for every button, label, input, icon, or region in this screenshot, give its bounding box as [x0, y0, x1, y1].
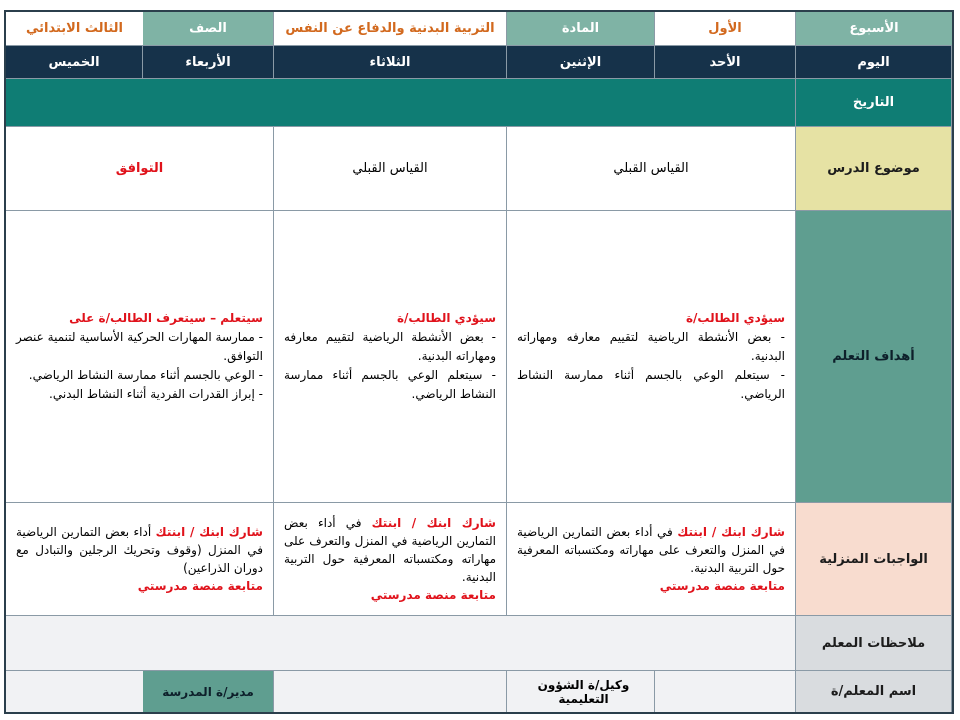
homework-sun-mon-follow: متابعة منصة مدرستي: [659, 579, 785, 593]
homework-thu: [6, 503, 274, 616]
principal-label: مدير/ة المدرسة: [143, 671, 274, 712]
topic-sun-mon: القياس القبلي: [507, 127, 796, 211]
homework-thu-text: أداء بعض التمارين الرياضية في المنزل (وقوف وتحريك الرجلين والتبادل مع دوران الذراعين): [16, 525, 263, 575]
principal-name-field[interactable]: [6, 671, 143, 712]
lesson-plan-table: [4, 10, 954, 714]
homework-thu-follow: متابعة منصة مدرستي: [137, 579, 263, 593]
day-wednesday: الأربعاء: [143, 46, 274, 79]
homework-sun-mon-lead: شارك ابنك / ابنتك: [677, 525, 785, 539]
topic-label: موضوع الدرس: [796, 127, 952, 211]
topic-tue-wed: القياس القبلي: [274, 127, 507, 211]
day-label: اليوم: [796, 46, 952, 79]
teacher-name-field[interactable]: [655, 671, 796, 712]
vice-label: وكيل/ة الشؤون التعليمية: [507, 671, 655, 712]
goals-sun-mon: [507, 211, 796, 503]
goals-thu-line1: - ممارسة المهارات الحركية الأساسية لتنمية عنصر التوافق.: [16, 330, 263, 363]
goals-thu-line2: - الوعي بالجسم أثناء ممارسة النشاط الرياضي.: [28, 368, 263, 382]
day-monday: الإثنين: [507, 46, 655, 79]
notes-area[interactable]: [6, 616, 796, 671]
subject-value: التربية البدنية والدفاع عن النفس: [274, 12, 507, 46]
day-sunday: الأحد: [655, 46, 796, 79]
goals-sun-mon-line1: - بعض الأنشطة الرياضية لتقييم معارفه ومهاراته البدنية.: [517, 330, 785, 363]
homework-tue-wed: [274, 503, 507, 616]
date-band: [6, 79, 796, 127]
topic-thu: التوافق: [6, 127, 274, 211]
homework-tue-wed-text: في أداء بعض التمارين الرياضية في المنزل والتعرف على مهاراته ومكتسباته المعرفية حول التربية البدنية.: [284, 516, 496, 584]
goals-thu-line3: - إبراز القدرات الفردية أثناء النشاط البدني.: [49, 387, 263, 401]
date-label: التاريخ: [796, 79, 952, 127]
goals-label: أهداف التعلم: [796, 211, 952, 503]
goals-sun-mon-line2: - سيتعلم الوعي بالجسم أثناء ممارسة النشاط الرياضي.: [517, 368, 785, 401]
goals-tue-wed-line1: - بعض الأنشطة الرياضية لتقييم معارفه ومهاراته البدنية.: [284, 330, 496, 363]
homework-sun-mon: [507, 503, 796, 616]
grade-label: الصف: [143, 12, 274, 46]
day-thursday: الخميس: [6, 46, 143, 79]
subject-label: المادة: [507, 12, 655, 46]
homework-sun-mon-text: في أداء بعض التمارين الرياضية في المنزل والتعرف على مهاراته ومكتسباته المعرفية حول التربية البدنية.: [517, 525, 785, 575]
notes-label: ملاحظات المعلم: [796, 616, 952, 671]
homework-tue-wed-follow: متابعة منصة مدرستي: [370, 588, 496, 602]
homework-tue-wed-lead: شارك ابنك / ابنتك: [371, 516, 496, 530]
goals-tue-wed-title: سيؤدي الطالب/ة: [396, 311, 496, 325]
goals-sun-mon-title: سيؤدي الطالب/ة: [685, 311, 785, 325]
goals-tue-wed: [274, 211, 507, 503]
homework-label: الواجبات المنزلية: [796, 503, 952, 616]
goals-thu: [6, 211, 274, 503]
week-label: الأسبوع: [796, 12, 952, 46]
grade-value: الثالث الابتدائي: [6, 12, 143, 46]
week-value: الأول: [655, 12, 796, 46]
goals-tue-wed-line2: - سيتعلم الوعي بالجسم أثناء ممارسة النشاط الرياضي.: [284, 368, 496, 401]
goals-thu-title: سيتعلم – سيتعرف الطالب/ة على: [69, 311, 263, 325]
vice-name-field[interactable]: [274, 671, 507, 712]
day-tuesday: الثلاثاء: [274, 46, 507, 79]
homework-thu-lead: شارك ابنك / ابنتك: [155, 525, 263, 539]
teacher-label: اسم المعلم/ة: [796, 671, 952, 712]
